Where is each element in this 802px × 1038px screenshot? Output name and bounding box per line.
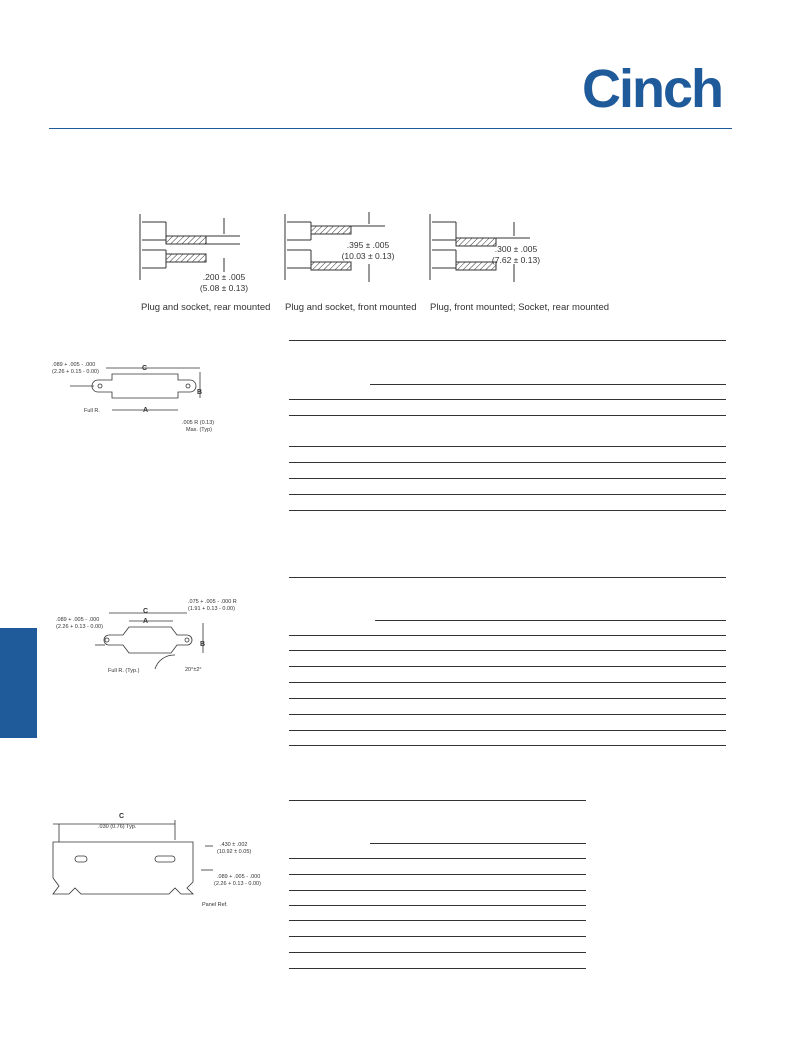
cutout-3-hole-dim-mm: (2.26 + 0.13 - 0.00) (214, 881, 261, 887)
cutout-3-panel-ref: Panel Ref. (202, 902, 228, 908)
cutout-1-corner-r: .005 R (0.13) (182, 420, 215, 426)
cinch-logo: Cinch (582, 59, 723, 119)
table-1-rule (289, 494, 726, 495)
table-3-rule (289, 968, 586, 969)
cutout-3-dim-inch: .430 ± .002 (220, 842, 248, 848)
front-mounted-caption: Plug and socket, front mounted (285, 302, 417, 313)
front-dim-mm: (10.03 ± 0.13) (341, 251, 395, 261)
table-1-rule (289, 462, 726, 463)
cutout-1-hole-dim-inch: .089 + .005 - .000 (52, 362, 96, 368)
rear-dim-mm: (5.08 ± 0.13) (199, 283, 249, 293)
table-3-rule (289, 905, 586, 906)
header-divider (49, 128, 732, 129)
table-3-rule (289, 874, 586, 875)
front-dim-inch: .395 ± .005 (346, 240, 390, 250)
table-2-rule (289, 730, 726, 731)
table-1-rule (289, 510, 726, 511)
cutout-2-label-c: C (143, 608, 149, 615)
cutout-3-typ-dim: .030 (0.76) Typ. (98, 824, 137, 830)
rear-mounted-caption: Plug and socket, rear mounted (141, 302, 271, 313)
table-3-rule (289, 920, 586, 921)
mixed-dim-mm: (7.62 ± 0.13) (491, 255, 541, 265)
table-1-rule (289, 415, 726, 416)
cutout-1-label-c: C (142, 365, 148, 372)
mixed-dim-inch: .300 ± .005 (494, 244, 538, 254)
cutout-1-full-r: Full R. (84, 408, 100, 414)
cutout-1-hole-dim-mm: (2.26 + 0.15 - 0.00) (52, 369, 99, 375)
table-2-rule (289, 666, 726, 667)
table-1-rule (289, 340, 726, 341)
table-1-rule (289, 446, 726, 447)
table-3-rule (370, 843, 586, 844)
cutout-3-hole-dim-inch: .089 + .005 - .000 (217, 874, 261, 880)
rear-dim-inch: .200 ± .005 (202, 272, 246, 282)
table-1-rule (289, 478, 726, 479)
cutout-2-r-dim-inch: .075 + .005 - .000 R (188, 599, 237, 605)
cutout-2-label-b: B (200, 641, 206, 648)
table-2-rule (289, 577, 726, 578)
mixed-mounted-caption: Plug, front mounted; Socket, rear mounted (430, 302, 610, 313)
table-2-rule (375, 620, 726, 621)
cutout-2-hole-dim-mm: (2.26 + 0.13 - 0.00) (56, 624, 103, 630)
cutout-1-label-a: A (143, 407, 149, 414)
cutout-2-hole-dim-inch: .089 + .005 - .000 (56, 617, 100, 623)
table-2-rule (289, 650, 726, 651)
table-3-rule (289, 858, 586, 859)
table-3-rule (289, 800, 586, 801)
table-3-rule (289, 890, 586, 891)
cutout-1-label-b: B (197, 389, 203, 396)
table-2-rule (289, 745, 726, 746)
table-2-rule (289, 714, 726, 715)
cutout-3-label-c: C (119, 813, 125, 820)
table-3-rule (289, 936, 586, 937)
section-side-tab (0, 628, 37, 738)
cutout-2-r-dim-mm: (1.91 + 0.13 - 0.00) (188, 606, 235, 612)
cutout-2-label-a: A (143, 618, 149, 625)
table-2-rule (289, 682, 726, 683)
table-1-rule (289, 399, 726, 400)
table-2-rule (289, 635, 726, 636)
cutout-3-dim-mm: (10.92 ± 0.05) (217, 849, 252, 855)
table-2-rule (289, 698, 726, 699)
cutout-1-corner-max: Max. (Typ) (186, 427, 212, 433)
table-3-rule (289, 952, 586, 953)
cutout-2-angle: 20°±2° (185, 667, 202, 673)
cutout-2-drawing (95, 605, 235, 675)
table-1-rule (370, 384, 726, 385)
cutout-2-full-r: Full R. (Typ.) (108, 668, 140, 674)
